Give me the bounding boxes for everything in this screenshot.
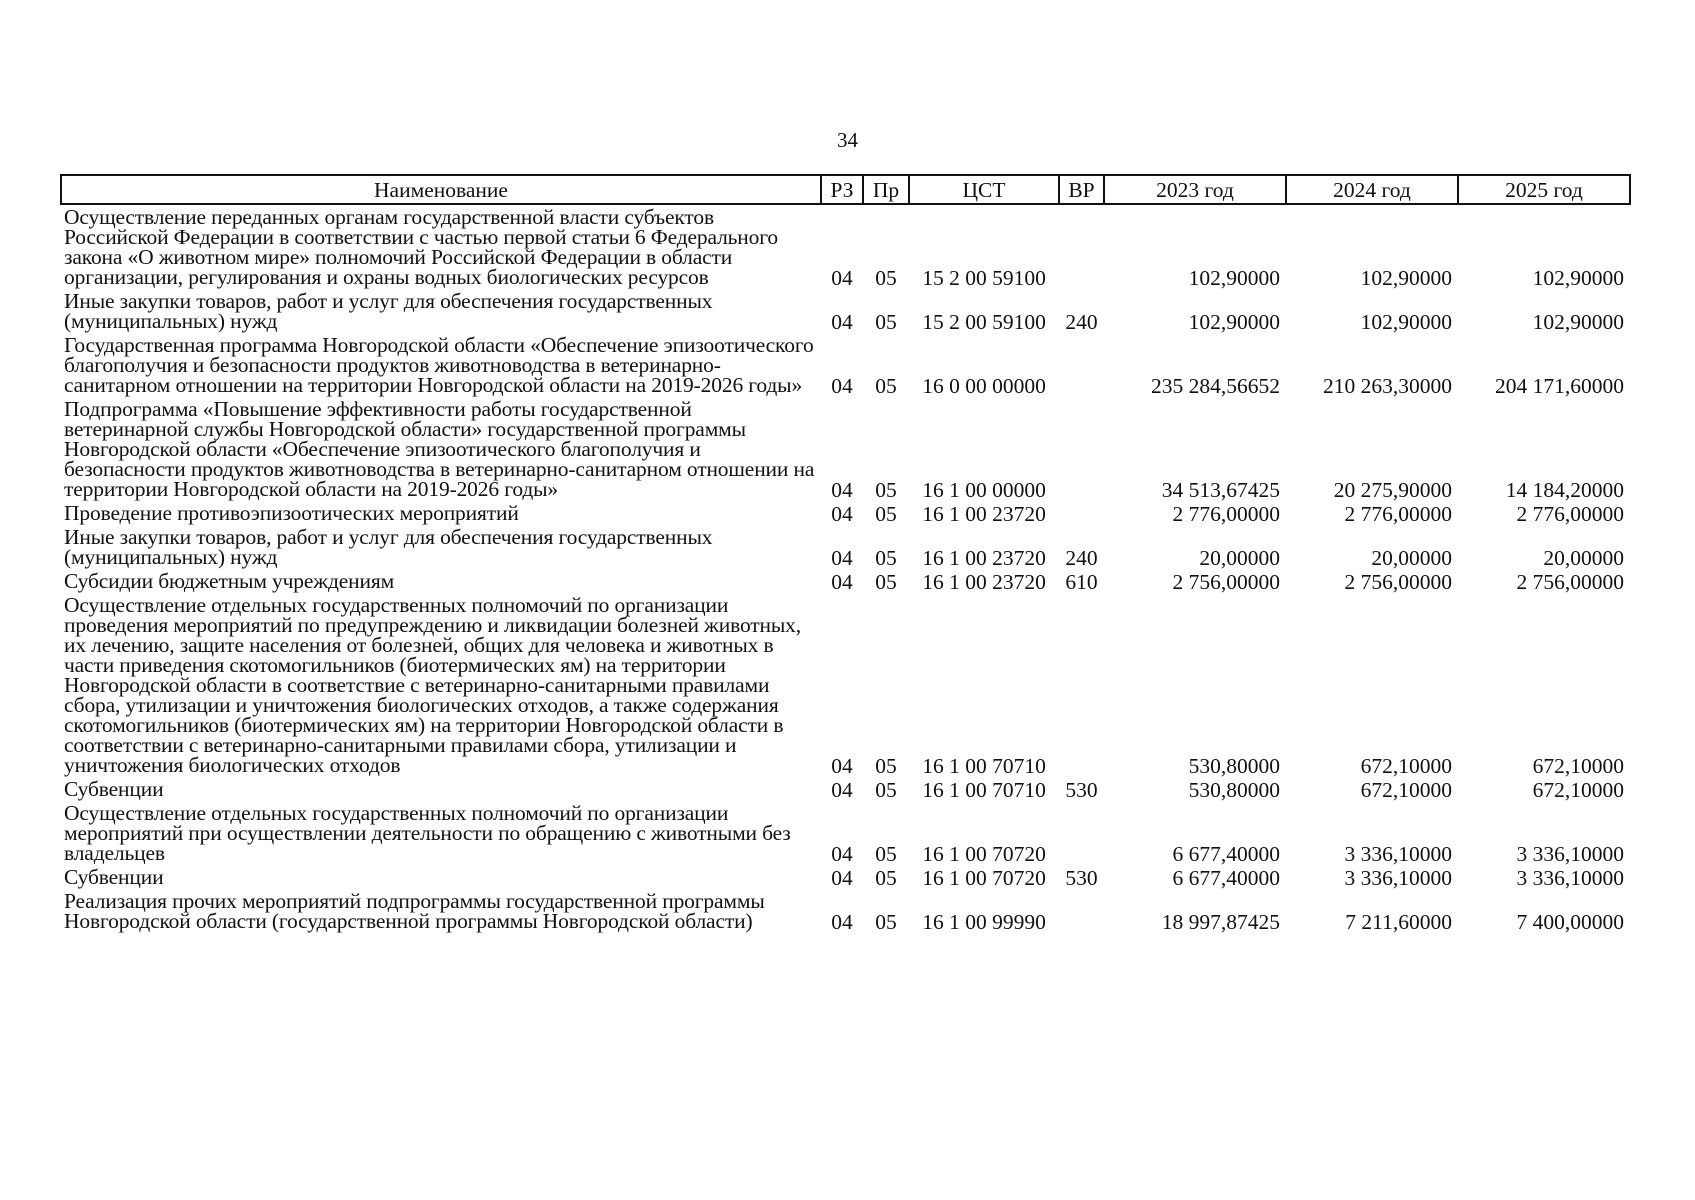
row-pr: 05 [875, 374, 897, 398]
row-cst: 15 2 00 59100 [922, 310, 1046, 334]
table-row [61, 777, 1630, 801]
row-name: Реализация прочих мероприятий подпрограммы государственной программы Новгородской области (государственной программы Новгородской области) [64, 889, 765, 933]
page-number: 34 [837, 128, 858, 152]
row-2024: 672,10000 [1360, 754, 1452, 778]
table-row [61, 289, 1630, 333]
row-2025: 672,10000 [1532, 778, 1624, 802]
row-pr: 05 [875, 754, 897, 778]
row-rz: 04 [831, 866, 853, 890]
row-rz: 04 [831, 754, 853, 778]
row-pr: 05 [875, 478, 897, 502]
row-2025: 3 336,10000 [1516, 842, 1624, 866]
row-vr [1059, 801, 1104, 865]
row-2023: 235 284,56652 [1151, 374, 1280, 398]
row-vr [1059, 889, 1104, 933]
table-row [61, 593, 1630, 777]
row-pr: 05 [875, 502, 897, 526]
row-pr: 05 [875, 910, 897, 934]
row-name: Осуществление переданных органам государственной власти субъектов Российской Федерации в соответствии с частью первой статьи 6 Федерального закона «О животном мире» полномочий Российской Федерации в области организации, регулирования и охраны водных биологических ресурсов [64, 205, 778, 289]
row-2024: 2 756,00000 [1344, 570, 1452, 594]
row-name: Осуществление отдельных государственных полномочий по организации мероприятий при осуществлении деятельности по обращению с животными без владельцев [64, 801, 791, 865]
row-2023: 2 776,00000 [1172, 502, 1280, 526]
row-2024: 7 211,60000 [1345, 910, 1452, 934]
row-rz: 04 [831, 910, 853, 934]
row-cst: 16 0 00 00000 [922, 374, 1046, 398]
row-pr: 05 [875, 266, 897, 290]
row-2024: 672,10000 [1360, 778, 1452, 802]
row-name: Субвенции [64, 865, 164, 889]
row-vr [1059, 333, 1104, 397]
row-cst: 16 1 00 70710 [922, 778, 1046, 802]
table-header-row [61, 175, 1630, 204]
row-vr [1059, 204, 1104, 289]
row-name: Подпрограмма «Повышение эффективности работы государственной ветеринарной службы Новгородской области» государственной программы Новгородской области «Обеспечение эпизоотического благополучия и безопасности продуктов животноводства в ветеринарно-санитарном отношении на территории Новгородской области на 2019-2026 годы» [64, 397, 815, 501]
row-vr: 530 [1065, 778, 1098, 802]
row-cst: 16 1 00 99990 [922, 910, 1046, 934]
row-vr [1059, 593, 1104, 777]
header-vr: ВР [1059, 175, 1104, 204]
table-row [61, 501, 1630, 525]
header-rz: РЗ [821, 175, 863, 204]
row-2024: 210 263,30000 [1323, 374, 1452, 398]
row-cst: 16 1 00 00000 [922, 478, 1046, 502]
row-2025: 2 776,00000 [1516, 502, 1624, 526]
row-2025: 672,10000 [1532, 754, 1624, 778]
row-rz: 04 [831, 546, 853, 570]
row-pr: 05 [875, 866, 897, 890]
row-2023: 102,90000 [1188, 266, 1280, 290]
row-rz: 04 [831, 266, 853, 290]
row-vr [1059, 501, 1104, 525]
row-cst: 16 1 00 70720 [922, 842, 1046, 866]
table-row [61, 204, 1630, 289]
table-body [61, 204, 1630, 933]
row-2025: 102,90000 [1532, 266, 1624, 290]
row-cst: 16 1 00 23720 [922, 570, 1046, 594]
row-vr [1059, 397, 1104, 501]
row-2023: 102,90000 [1188, 310, 1280, 334]
row-2023: 18 997,87425 [1161, 910, 1280, 934]
row-2025: 7 400,00000 [1516, 910, 1624, 934]
table-row [61, 333, 1630, 397]
row-2025: 20,00000 [1543, 546, 1624, 570]
row-pr: 05 [875, 546, 897, 570]
row-name: Субвенции [64, 777, 164, 801]
header-2023: 2023 год [1104, 175, 1286, 204]
table-row [61, 525, 1630, 569]
row-pr: 05 [875, 310, 897, 334]
row-2024: 20,00000 [1371, 546, 1452, 570]
budget-table [60, 174, 1631, 933]
row-2023: 6 677,40000 [1172, 866, 1280, 890]
header-2024: 2024 год [1286, 175, 1458, 204]
row-rz: 04 [831, 570, 853, 594]
row-rz: 04 [831, 478, 853, 502]
row-2025: 204 171,60000 [1495, 374, 1624, 398]
row-rz: 04 [831, 502, 853, 526]
row-vr: 240 [1065, 310, 1098, 334]
row-2025: 14 184,20000 [1505, 478, 1624, 502]
row-2025: 2 756,00000 [1516, 570, 1624, 594]
row-vr: 240 [1065, 546, 1098, 570]
row-name: Государственная программа Новгородской области «Обеспечение эпизоотического благополучия и безопасности продуктов животноводства в ветеринарно-санитарном отношении на территории Новгородской области на 2019-2026 годы» [64, 333, 814, 397]
table-row [61, 569, 1630, 593]
row-name: Иные закупки товаров, работ и услуг для обеспечения государственных (муниципальных) нужд [64, 289, 713, 333]
table-row [61, 865, 1630, 889]
row-pr: 05 [875, 778, 897, 802]
row-pr: 05 [875, 570, 897, 594]
row-2024: 102,90000 [1360, 310, 1452, 334]
row-rz: 04 [831, 842, 853, 866]
table-row [61, 801, 1630, 865]
row-2023: 6 677,40000 [1172, 842, 1280, 866]
row-name: Проведение противоэпизоотических мероприятий [64, 501, 519, 525]
row-2024: 3 336,10000 [1344, 866, 1452, 890]
header-name: Наименование [61, 175, 821, 204]
row-rz: 04 [831, 374, 853, 398]
row-vr: 530 [1065, 866, 1098, 890]
row-2025: 102,90000 [1532, 310, 1624, 334]
header-2025: 2025 год [1458, 175, 1630, 204]
row-2024: 102,90000 [1360, 266, 1452, 290]
row-cst: 16 1 00 70710 [922, 754, 1046, 778]
row-2025: 3 336,10000 [1516, 866, 1624, 890]
row-cst: 16 1 00 70720 [922, 866, 1046, 890]
row-cst: 15 2 00 59100 [922, 266, 1046, 290]
row-name: Осуществление отдельных государственных полномочий по организации проведения мероприятий по предупреждению и ликвидации болезней животных, их лечению, защите населения от болезней, общих для человека и животных в части приведения скотомогильников (биотермических ям) на территории Новгородской области в соответствие с ветеринарно-санитарными правилами сбора, утилизации и уничтожения биологических отходов, а также содержания скотомогильников (биотермических ям) на территории Новгородской области в соответствии с ветеринарно-санитарными правилами сбора, утилизации и уничтожения биологических отходов [64, 593, 802, 777]
row-cst: 16 1 00 23720 [922, 502, 1046, 526]
row-2024: 3 336,10000 [1344, 842, 1452, 866]
row-rz: 04 [831, 310, 853, 334]
table-row [61, 397, 1630, 501]
header-pr: Пр [863, 175, 909, 204]
row-name: Субсидии бюджетным учреждениям [64, 569, 395, 593]
row-2023: 530,80000 [1188, 754, 1280, 778]
row-pr: 05 [875, 842, 897, 866]
row-2023: 34 513,67425 [1161, 478, 1280, 502]
row-2024: 20 275,90000 [1333, 478, 1452, 502]
row-2023: 530,80000 [1188, 778, 1280, 802]
row-name: Иные закупки товаров, работ и услуг для обеспечения государственных (муниципальных) нужд [64, 525, 713, 569]
header-cst: ЦСТ [909, 175, 1059, 204]
row-2023: 2 756,00000 [1172, 570, 1280, 594]
row-vr: 610 [1065, 570, 1098, 594]
row-2023: 20,00000 [1199, 546, 1280, 570]
row-cst: 16 1 00 23720 [922, 546, 1046, 570]
table-row [61, 889, 1630, 933]
row-2024: 2 776,00000 [1344, 502, 1452, 526]
row-rz: 04 [831, 778, 853, 802]
